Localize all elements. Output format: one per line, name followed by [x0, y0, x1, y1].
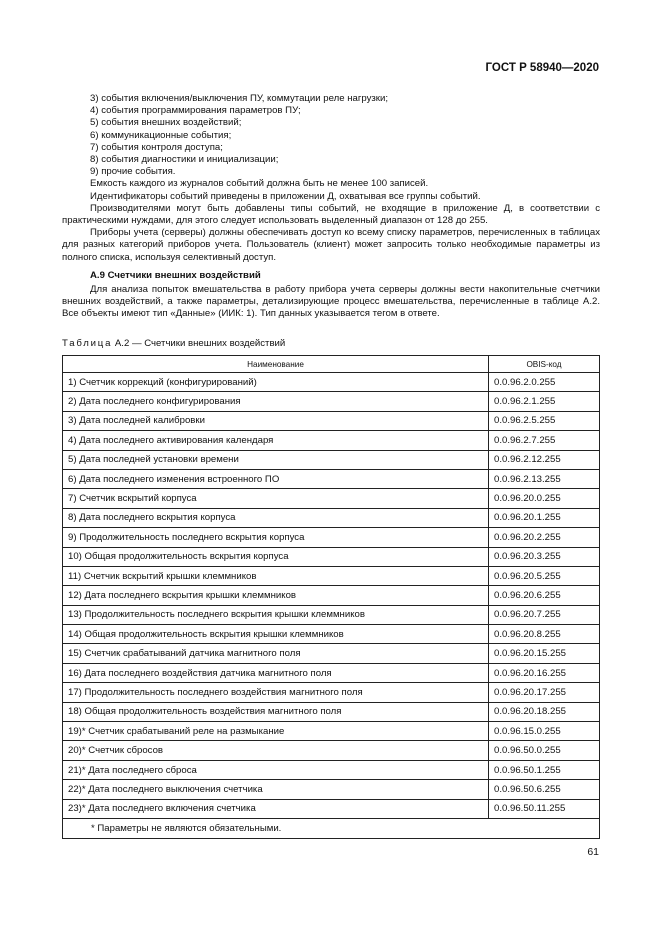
event-ids-line: Идентификаторы событий приведены в приложении Д, охватывая все группы событий.: [90, 190, 481, 202]
row-name: 21)* Дата последнего сброса: [63, 760, 489, 779]
row-obis: 0.0.96.50.1.255: [489, 760, 600, 779]
paragraph-event-types: Производителями могут быть добавлены типы событий, не входящие в приложение Д, в соответствии с практическими нуждами, для этого следует использовать выделенный диапазон от 128 до 255.: [62, 202, 600, 227]
row-name: 1) Счетчик коррекций (конфигурирований): [63, 373, 489, 392]
row-obis: 0.0.96.50.11.255: [489, 799, 600, 818]
row-obis: 0.0.96.20.8.255: [489, 625, 600, 644]
table-row: [63, 547, 600, 566]
table-row: [63, 489, 600, 508]
list-item: 3) события включения/выключения ПУ, коммутации реле нагрузки;: [90, 93, 389, 104]
paragraph-tamper-counters: Для анализа попыток вмешательства в работу прибора учета серверы должны вести накопительные счетчики внешних воздействий, а также параметры, детализирующие процесс вмешательства, перечисленные в таблице А.2. Все объекты имеют тип «Данные» (ИИК: 1). Тип данных указывается тегом в ответе.: [62, 284, 600, 320]
row-name: 23)* Дата последнего включения счетчика: [63, 799, 489, 818]
row-obis: 0.0.96.2.1.255: [489, 392, 600, 411]
table-caption-label: Таблица: [62, 338, 113, 349]
table-caption-text: А.2 — Счетчики внешних воздействий: [112, 338, 286, 349]
table-row: [63, 683, 600, 702]
table-row: [63, 566, 600, 585]
row-obis: 0.0.96.2.7.255: [489, 431, 600, 450]
row-obis: 0.0.96.50.6.255: [489, 780, 600, 799]
table-footnote: * Параметры не являются обязательными.: [63, 818, 600, 838]
document-standard-number: ГОСТ Р 58940—2020: [485, 62, 599, 74]
row-name: 9) Продолжительность последнего вскрытия корпуса: [63, 528, 489, 547]
row-obis: 0.0.96.20.5.255: [489, 566, 600, 585]
row-name: 5) Дата последней установки времени: [63, 450, 489, 469]
row-obis: 0.0.96.20.0.255: [489, 489, 600, 508]
row-obis: 0.0.96.2.5.255: [489, 411, 600, 430]
row-name: 12) Дата последнего вскрытия крышки клеммников: [63, 586, 489, 605]
counters-table: [62, 355, 600, 839]
table-row: [63, 586, 600, 605]
table-row: [63, 605, 600, 624]
table-row: [63, 431, 600, 450]
table-row: [63, 508, 600, 527]
list-item: 7) события контроля доступа;: [90, 141, 223, 153]
row-name: 6) Дата последнего изменения встроенного ПО: [63, 469, 489, 488]
journal-capacity-line: Емкость каждого из журналов событий должна быть не менее 100 записей.: [90, 178, 429, 190]
row-name: 8) Дата последнего вскрытия корпуса: [63, 508, 489, 527]
row-obis: 0.0.96.2.12.255: [489, 450, 600, 469]
table-row: [63, 450, 600, 469]
row-obis: 0.0.96.20.6.255: [489, 586, 600, 605]
table-row: [63, 760, 600, 779]
list-item: 6) коммуникационные события;: [90, 129, 232, 141]
table-row: [63, 528, 600, 547]
table-row: [63, 469, 600, 488]
column-header-name: Наименование: [63, 356, 489, 373]
row-obis: 0.0.96.20.17.255: [489, 683, 600, 702]
row-obis: 0.0.96.15.0.255: [489, 722, 600, 741]
table-row: [63, 392, 600, 411]
row-obis: 0.0.96.2.0.255: [489, 373, 600, 392]
row-obis: 0.0.96.20.1.255: [489, 508, 600, 527]
row-name: 16) Дата последнего воздействия датчика магнитного поля: [63, 663, 489, 682]
row-name: 15) Счетчик срабатываний датчика магнитного поля: [63, 644, 489, 663]
paragraph-selective-access: Приборы учета (серверы) должны обеспечивать доступ ко всему списку параметров, перечисленных в таблицах для разных категорий приборов учета. Пользователь (клиент) может запросить только необходимые параметры из полного списка, используя селективный доступ.: [62, 227, 600, 263]
row-obis: 0.0.96.20.2.255: [489, 528, 600, 547]
table-row: [63, 663, 600, 682]
row-name: 19)* Счетчик срабатываний реле на размыкание: [63, 722, 489, 741]
page-number: 61: [587, 846, 599, 858]
row-obis: 0.0.96.2.13.255: [489, 469, 600, 488]
table-row: [63, 722, 600, 741]
row-name: 2) Дата последнего конфигурирования: [63, 392, 489, 411]
row-name: 20)* Счетчик сбросов: [63, 741, 489, 760]
row-name: 7) Счетчик вскрытий корпуса: [63, 489, 489, 508]
list-item: 8) события диагностики и инициализации;: [90, 154, 279, 166]
list-item: 4) события программирования параметров ПУ;: [90, 105, 301, 117]
row-obis: 0.0.96.20.18.255: [489, 702, 600, 721]
table-row: [63, 373, 600, 392]
table-footnote-row: [63, 818, 600, 838]
row-name: 22)* Дата последнего выключения счетчика: [63, 780, 489, 799]
row-obis: 0.0.96.20.7.255: [489, 605, 600, 624]
table-header-row: [63, 356, 600, 373]
row-name: 10) Общая продолжительность вскрытия корпуса: [63, 547, 489, 566]
row-obis: 0.0.96.20.15.255: [489, 644, 600, 663]
list-item: 5) события внешних воздействий;: [90, 117, 242, 129]
table-row: [63, 799, 600, 818]
row-name: 18) Общая продолжительность воздействия магнитного поля: [63, 702, 489, 721]
column-header-obis: OBIS-код: [489, 356, 600, 373]
table-row: [63, 741, 600, 760]
row-obis: 0.0.96.20.16.255: [489, 663, 600, 682]
table-row: [63, 780, 600, 799]
row-name: 11) Счетчик вскрытий крышки клеммников: [63, 566, 489, 585]
row-name: 14) Общая продолжительность вскрытия крышки клеммников: [63, 625, 489, 644]
row-obis: 0.0.96.20.3.255: [489, 547, 600, 566]
row-name: 13) Продолжительность последнего вскрытия крышки клеммников: [63, 605, 489, 624]
table-row: [63, 644, 600, 663]
table-row: [63, 411, 600, 430]
row-obis: 0.0.96.50.0.255: [489, 741, 600, 760]
section-heading: А.9 Счетчики внешних воздействий: [90, 269, 261, 281]
list-item: 9) прочие события.: [90, 166, 176, 178]
table-caption: [62, 338, 285, 349]
row-name: 17) Продолжительность последнего воздействия магнитного поля: [63, 683, 489, 702]
row-name: 3) Дата последней калибровки: [63, 411, 489, 430]
body-text: [62, 93, 600, 321]
table-row: [63, 702, 600, 721]
row-name: 4) Дата последнего активирования календаря: [63, 431, 489, 450]
table-row: [63, 625, 600, 644]
